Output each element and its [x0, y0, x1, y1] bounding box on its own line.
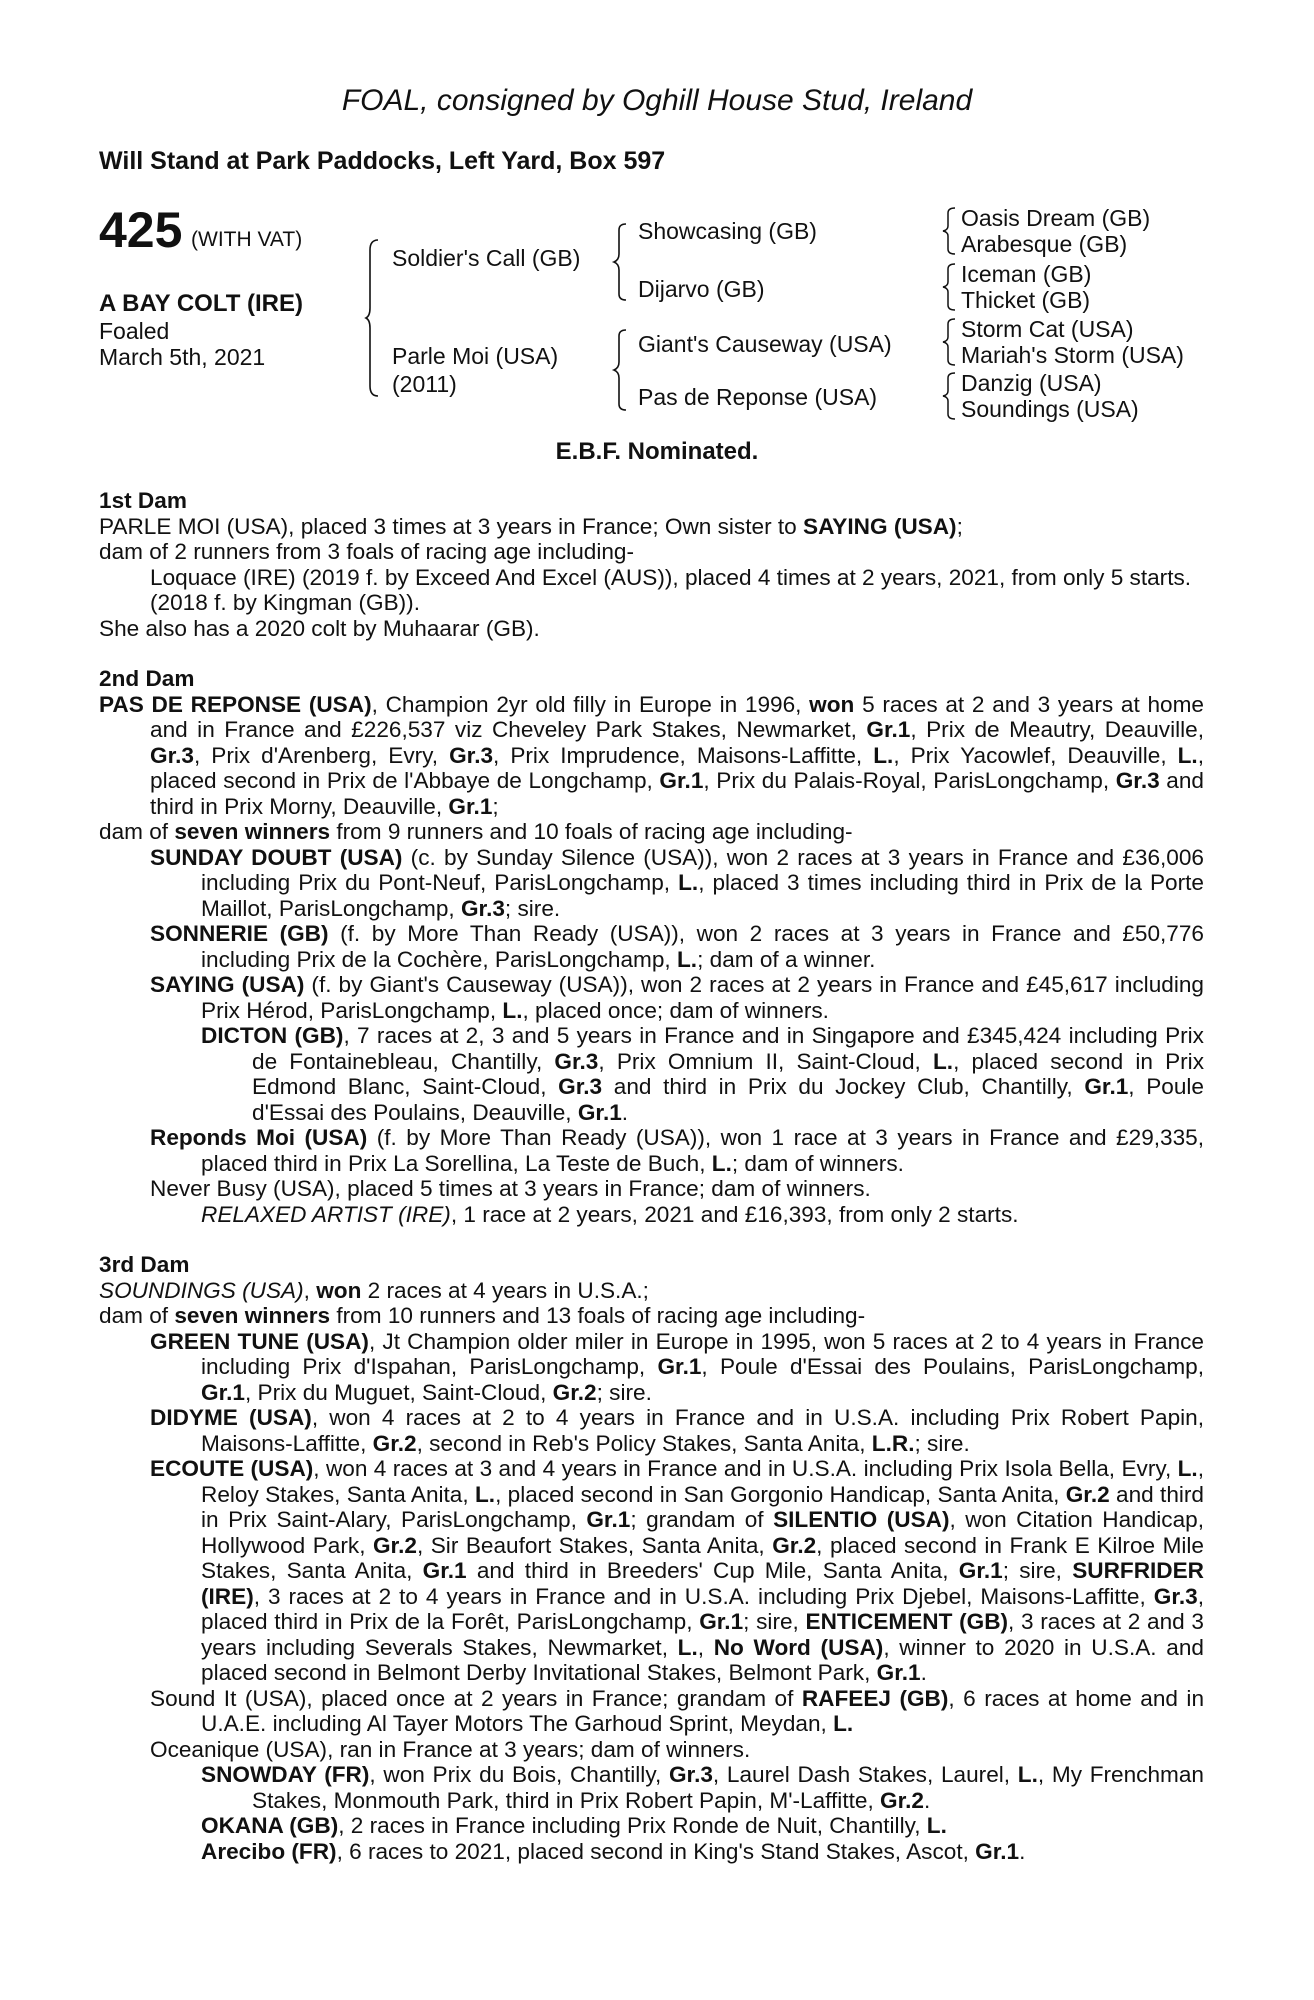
second-dam-summary: dam of seven winners from 9 runners and 10 foals of racing age including- — [99, 819, 853, 844]
pedigree-brace-g4 — [943, 371, 957, 421]
produce-item: Never Busy (USA), placed 5 times at 3 years in France; dam of winners. — [150, 1176, 871, 1201]
pedigree-brace-sire — [614, 222, 628, 302]
produce-record — [99, 488, 1204, 1864]
produce-sub-item: DICTON (GB), 7 races at 2, 3 and 5 years in France and in Singapore and £345,424 including Prix de Fontainebleau, Chantilly, Gr.3, Prix Omnium II, Saint-Cloud, L., placed second in Prix Edmond Blanc, Saint-Cloud, Gr.3 and third in Prix du Jockey Club, Chantilly, Gr.1, Poule d'Essai des Poulains, Deauville, Gr.1. — [201, 1023, 1204, 1125]
produce-sub-item: RELAXED ARTIST (IRE), 1 race at 2 years, 2021 and £16,393, from only 2 starts. — [201, 1201, 1019, 1227]
produce-item: Reponds Moi (USA) (f. by More Than Ready (USA)), won 1 race at 3 years in France and £29,335, placed third in Prix La Sorellina, La Teste de Buch, L.; dam of winners. — [150, 1125, 1205, 1176]
pedigree-g2: Arabesque (GB) — [961, 231, 1128, 257]
produce-item: Loquace (IRE) (2019 f. by Exceed And Excel (AUS)), placed 4 times at 2 years, 2021, from only 5 starts. — [150, 564, 1192, 590]
lot-description: A BAY COLT (IRE) — [99, 290, 304, 317]
pedigree-g3: Iceman (GB) — [961, 261, 1092, 287]
pedigree-dam: Parle Moi (USA) — [392, 343, 559, 369]
pedigree-sire-sire: Showcasing (GB) — [638, 218, 817, 244]
first-dam-line: PARLE MOI (USA), placed 3 times at 3 years in France; Own sister to SAYING (USA); — [99, 513, 963, 539]
second-dam-heading: 2nd Dam — [99, 666, 195, 691]
second-dam-line: PAS DE REPONSE (USA), Champion 2yr old filly in Europe in 1996, won 5 races at 2 and 3 years at home and in France and £226,537 viz Cheveley Park Stakes, Newmarket, Gr.1, Prix de Meautry, Deauville, Gr.3, Prix d'Arenberg, Evry, Gr.3, Prix Imprudence, Maisons-Laffitte, L., Prix Yacowlef, Deauville, L., placed second in Prix de l'Abbaye de Longchamp, Gr.1, Prix du Palais-Royal, ParisLongchamp, Gr.3 and third in Prix Morny, Deauville, Gr.1; — [99, 691, 1204, 819]
pedigree-g1: Oasis Dream (GB) — [961, 205, 1151, 231]
pedigree-dam-sire: Giant's Causeway (USA) — [638, 331, 892, 357]
pedigree-g7: Danzig (USA) — [961, 370, 1102, 396]
produce-item: SUNDAY DOUBT (USA) (c. by Sunday Silence (USA)), won 2 races at 3 years in France and £36,006 including Prix du Pont-Neuf, ParisLongchamp, L., placed 3 times including third in Prix de la Porte Maillot, ParisLongchamp, Gr.3; sire. — [150, 844, 1204, 921]
third-dam-summary: dam of seven winners from 10 runners and 13 foals of racing age including- — [99, 1303, 866, 1328]
pedigree-brace-main — [366, 238, 380, 398]
pedigree-g8: Soundings (USA) — [961, 396, 1139, 422]
pedigree-dam-dam: Pas de Reponse (USA) — [638, 384, 878, 410]
produce-sub-item: Arecibo (FR), 6 races to 2021, placed second in King's Stand Stakes, Ascot, Gr.1. — [201, 1838, 1026, 1864]
pedigree-brace-g3 — [943, 317, 957, 367]
consignment-line: FOAL, consigned by Oghill House Stud, Ireland — [341, 84, 973, 117]
first-dam-note: She also has a 2020 colt by Muhaarar (GB). — [99, 615, 540, 641]
pedigree-g4: Thicket (GB) — [961, 287, 1091, 313]
produce-sub-item: SNOWDAY (FR), won Prix du Bois, Chantilly, Gr.3, Laurel Dash Stakes, Laurel, L., My Frenchman Stakes, Monmouth Park, third in Prix Robert Papin, M'-Laffitte, Gr.2. — [201, 1762, 1204, 1813]
foaled-label: Foaled — [99, 318, 170, 344]
produce-item: ECOUTE (USA), won 4 races at 3 and 4 years in France and in U.S.A. including Prix Isola Bella, Evry, L., Reloy Stakes, Santa Anita, L., placed second in San Gorgonio Handicap, Santa Anita, Gr.2 and third in Prix Saint-Alary, ParisLongchamp, Gr.1; grandam of SILENTIO (USA), won Citation Handicap, Hollywood Park, Gr.2, Sir Beaufort Stakes, Santa Anita, Gr.2, placed second in Frank E Kilroe Mile Stakes, Santa Anita, Gr.1 and third in Breeders' Cup Mile, Santa Anita, Gr.1; sire, SURFRIDER (IRE), 3 races at 2 to 4 years in France and in U.S.A. including Prix Djebel, Maisons-Laffitte, Gr.3, placed third in Prix de la Forêt, ParisLongchamp, Gr.1; sire, ENTICEMENT (GB), 3 races at 2 and 3 years including Severals Stakes, Newmarket, L., No Word (USA), winner to 2020 in U.S.A. and placed second in Belmont Derby Invitational Stakes, Belmont Park, Gr.1. — [150, 1456, 1204, 1685]
produce-sub-item: OKANA (GB), 2 races in France including Prix Ronde de Nuit, Chantilly, L. — [201, 1813, 947, 1838]
pedigree-brace-g1 — [943, 206, 957, 256]
pedigree-brace-dam — [614, 328, 628, 412]
produce-item: SAYING (USA) (f. by Giant's Causeway (USA)), won 2 races at 2 years in France and £45,617 including Prix Hérod, ParisLongchamp, L., placed once; dam of winners. — [150, 972, 1204, 1023]
location-line: Will Stand at Park Paddocks, Left Yard, Box 597 — [99, 147, 666, 175]
third-dam-line: SOUNDINGS (USA), won 2 races at 4 years in U.S.A.; — [99, 1277, 649, 1303]
produce-item: Oceanique (USA), ran in France at 3 years; dam of winners. — [150, 1736, 751, 1762]
produce-item: DIDYME (USA), won 4 races at 2 to 4 years in France and in U.S.A. including Prix Robert Papin, Maisons-Laffitte, Gr.2, second in Reb's Policy Stakes, Santa Anita, L.R.; sire. — [150, 1405, 1204, 1456]
produce-item: GREEN TUNE (USA), Jt Champion older miler in Europe in 1995, won 5 races at 2 to 4 years in France including Prix d'Ispahan, ParisLongchamp, Gr.1, Poule d'Essai des Poulains, ParisLongchamp, Gr.1, Prix du Muguet, Saint-Cloud, Gr.2; sire. — [150, 1328, 1205, 1405]
first-dam-heading: 1st Dam — [99, 488, 187, 513]
pedigree-sire: Soldier's Call (GB) — [392, 245, 581, 271]
ebf-nomination: E.B.F. Nominated. — [555, 438, 759, 465]
produce-item: Sound It (USA), placed once at 2 years in France; grandam of RAFEEJ (GB), 6 races at home and in U.A.E. including Al Tayer Motors The Garhoud Sprint, Meydan, L. — [150, 1685, 1205, 1736]
pedigree-dam-year: (2011) — [392, 371, 457, 397]
pedigree-sire-dam: Dijarvo (GB) — [638, 276, 765, 302]
produce-item: SONNERIE (GB) (f. by More Than Ready (USA)), won 2 races at 3 years in France and £50,776 including Prix de la Cochère, ParisLongchamp, L.; dam of a winner. — [150, 921, 1204, 972]
lot-number: 425 — [99, 202, 183, 258]
pedigree-g5: Storm Cat (USA) — [961, 316, 1134, 342]
produce-item: (2018 f. by Kingman (GB)). — [150, 590, 420, 615]
first-dam-summary: dam of 2 runners from 3 foals of racing age including- — [99, 539, 635, 564]
third-dam-heading: 3rd Dam — [99, 1252, 190, 1277]
pedigree-brace-g2 — [943, 262, 957, 312]
vat-label: (WITH VAT) — [191, 228, 303, 251]
pedigree-g6: Mariah's Storm (USA) — [961, 342, 1184, 368]
foaled-date: March 5th, 2021 — [99, 344, 266, 370]
